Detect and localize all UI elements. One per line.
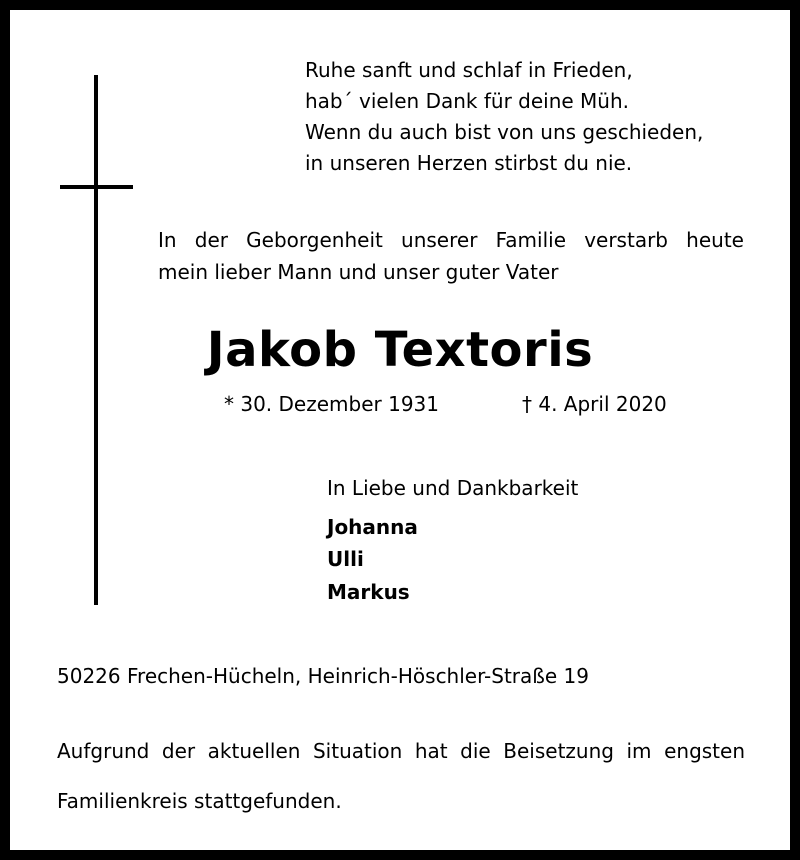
mourner-name: Johanna <box>327 515 418 539</box>
mourner-name: Markus <box>327 580 410 604</box>
birth-date: * 30. Dezember 1931 <box>224 392 439 416</box>
mourners-heading: In Liebe und Dankbarkeit <box>327 476 579 500</box>
intro-line-2: mein lieber Mann und unser guter Vater <box>158 260 559 284</box>
poem-line: in unseren Herzen stirbst du nie. <box>305 151 633 175</box>
notice-line-2: Familienkreis stattgefunden. <box>57 789 342 813</box>
deceased-name: Jakob Textoris <box>206 322 594 378</box>
mourner-name: Ulli <box>327 547 364 571</box>
intro-line-1: In der Geborgenheit unserer Familie verstarb heute <box>158 228 744 252</box>
poem-line: Wenn du auch bist von uns geschieden, <box>305 120 704 144</box>
poem <box>305 55 703 179</box>
death-date: † 4. April 2020 <box>522 392 667 416</box>
notice-line-1: Aufgrund der aktuellen Situation hat die Beisetzung im engsten <box>57 739 745 763</box>
cross-horizontal-bar <box>60 185 133 189</box>
poem-line: Ruhe sanft und schlaf in Frieden, <box>305 58 633 82</box>
address: 50226 Frechen-Hücheln, Heinrich-Höschler-Straße 19 <box>57 664 589 688</box>
poem-line: hab´ vielen Dank für deine Müh. <box>305 89 630 113</box>
